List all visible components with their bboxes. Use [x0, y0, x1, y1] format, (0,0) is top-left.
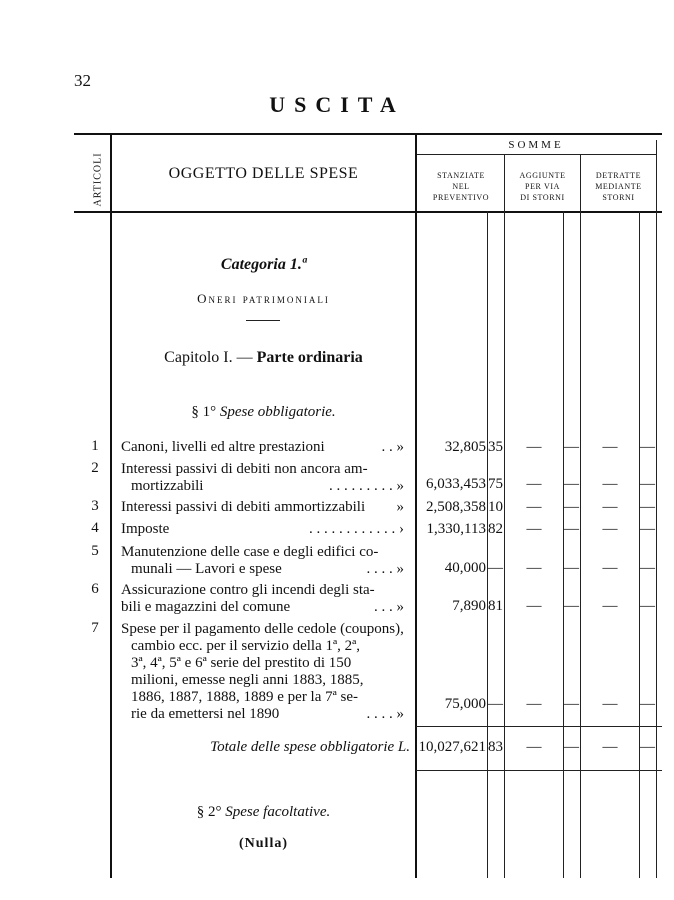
- section1-mark: § 1°: [191, 404, 217, 420]
- row-number: 1: [91, 438, 99, 454]
- row-description: Assicurazione contro gli incendi degli sta- bili e magazzini del comune . . . »: [121, 582, 404, 615]
- nulla-label: (Nulla): [239, 836, 288, 851]
- row-number: 3: [91, 498, 99, 514]
- row-description: Manutenzione delle case e degli edifici co- munali — Lavori e spese . . . . »: [121, 544, 404, 577]
- detratte-cent-dash: —: [640, 696, 655, 712]
- detratte-cent-dash: —: [640, 521, 655, 537]
- articoli-column-rule: [110, 133, 112, 878]
- somme-rule: [416, 154, 656, 155]
- row-description: Canoni, livelli ed altre prestazioni . . »: [121, 439, 404, 455]
- amount-lire: 40,000: [444, 560, 486, 576]
- row-description: Spese per il pagamento delle cedole (coupons), cambio ecc. per il servizio della 1ª, 2ª, 3ª, 4ª, 5ª e 6ª serie del prestito di 150 milioni, emesse negli anni 1883, 1885, 1886, 1887, 1888, 1889 e per la 7ª se- rie da emettersi nel 1890 . . . . »: [121, 621, 404, 722]
- aggiunte-cent-dash: —: [564, 560, 579, 576]
- total-aggiunte-cent-dash: —: [564, 739, 579, 755]
- total-detratte-cent-dash: —: [640, 739, 655, 755]
- amount-lire: 75,000: [444, 696, 486, 712]
- aggiunte-dash: —: [526, 476, 542, 492]
- detratte-cent-dash: —: [640, 598, 655, 614]
- amount-lire: 6,033,453: [426, 476, 486, 492]
- col3-rule: [656, 140, 657, 878]
- aggiunte-dash: —: [526, 598, 542, 614]
- cent1-rule: [487, 211, 488, 878]
- amount-cent: —: [488, 560, 503, 576]
- detratte-dash: —: [602, 560, 618, 576]
- detratte-cent-dash: —: [640, 476, 655, 492]
- amount-cent: —: [488, 696, 503, 712]
- page-number: 32: [74, 71, 91, 90]
- amount-lire: 1,330,113: [426, 521, 486, 537]
- row-description: Interessi passivi di debiti ammortizzabili »: [121, 499, 404, 515]
- section1-label: Spese obbligatorie.: [219, 404, 336, 420]
- detratte-cent-dash: —: [640, 560, 655, 576]
- amount-cent: 35: [488, 439, 503, 455]
- aggiunte-cent-dash: —: [564, 476, 579, 492]
- table-top-rule: [74, 133, 662, 135]
- section2-heading: [111, 804, 416, 821]
- section2-mark: § 2°: [196, 804, 222, 820]
- aggiunte-dash: —: [526, 521, 542, 537]
- section2-label: Spese facoltative.: [225, 804, 331, 820]
- chapter-name: Parte ordinaria: [256, 349, 363, 366]
- row-number: 2: [91, 460, 99, 476]
- aggiunte-dash: —: [526, 499, 542, 515]
- aggiunte-dash: —: [526, 560, 542, 576]
- header-stanziate: STANZIATE NEL PREVENTIVO: [432, 171, 490, 202]
- detratte-dash: —: [602, 439, 618, 455]
- aggiunte-dash: —: [526, 439, 542, 455]
- aggiunte-cent-dash: —: [564, 521, 579, 537]
- aggiunte-cent-dash: —: [564, 598, 579, 614]
- total-detratte-dash: —: [602, 739, 618, 755]
- aggiunte-cent-dash: —: [564, 499, 579, 515]
- detratte-dash: —: [602, 476, 618, 492]
- total-top-rule: [416, 726, 662, 727]
- row-description: Interessi passivi di debiti non ancora am- mortizzabili . . . . . . . . . »: [121, 461, 404, 494]
- amount-lire: 7,890: [452, 598, 486, 614]
- row-number: 4: [91, 520, 99, 536]
- total-cent: 83: [488, 739, 503, 755]
- section1-heading: [111, 404, 416, 421]
- amount-cent: 10: [488, 499, 503, 515]
- detratte-dash: —: [602, 696, 618, 712]
- total-aggiunte-dash: —: [526, 739, 542, 755]
- total-lire: 10,027,621: [418, 739, 486, 755]
- detratte-cent-dash: —: [640, 439, 655, 455]
- detratte-cent-dash: —: [640, 499, 655, 515]
- header-oggetto: OGGETTO DELLE SPESE: [168, 165, 359, 182]
- amount-lire: 2,508,358: [426, 499, 486, 515]
- amount-cent: 81: [488, 598, 503, 614]
- aggiunte-cent-dash: —: [564, 696, 579, 712]
- header-articoli: ARTICOLI: [92, 152, 104, 207]
- total-bottom-rule: [416, 770, 662, 771]
- category-heading: Categoria 1.ª: [220, 256, 307, 273]
- page-title: USCITA: [269, 92, 405, 117]
- row-number: 5: [91, 543, 99, 559]
- row-number: 6: [91, 581, 99, 597]
- amount-cent: 75: [488, 476, 503, 492]
- total-label: Totale delle spese obbligatorie L.: [210, 739, 410, 755]
- header-bottom-rule: [74, 211, 662, 213]
- cent2-rule: [563, 211, 564, 878]
- category-divider: [246, 320, 280, 321]
- header-aggiunte: AGGIUNTE PER VIA DI STORNI: [519, 171, 566, 202]
- amount-lire: 32,805: [444, 439, 486, 455]
- chapter-prefix: Capitolo I. —: [164, 349, 253, 366]
- detratte-dash: —: [602, 598, 618, 614]
- aggiunte-cent-dash: —: [564, 439, 579, 455]
- cent3-rule: [639, 211, 640, 878]
- detratte-dash: —: [602, 499, 618, 515]
- chapter-heading: [111, 349, 416, 367]
- amount-cent: 82: [488, 521, 503, 537]
- header-somme: SOMME: [508, 139, 564, 151]
- row-number: 7: [91, 620, 99, 636]
- row-description: Imposte . . . . . . . . . . . . ›: [121, 521, 404, 537]
- detratte-dash: —: [602, 521, 618, 537]
- category-name: Oneri patrimoniali: [197, 291, 330, 306]
- aggiunte-dash: —: [526, 696, 542, 712]
- header-detratte: DETRATTE MEDIANTE STORNI: [595, 171, 642, 202]
